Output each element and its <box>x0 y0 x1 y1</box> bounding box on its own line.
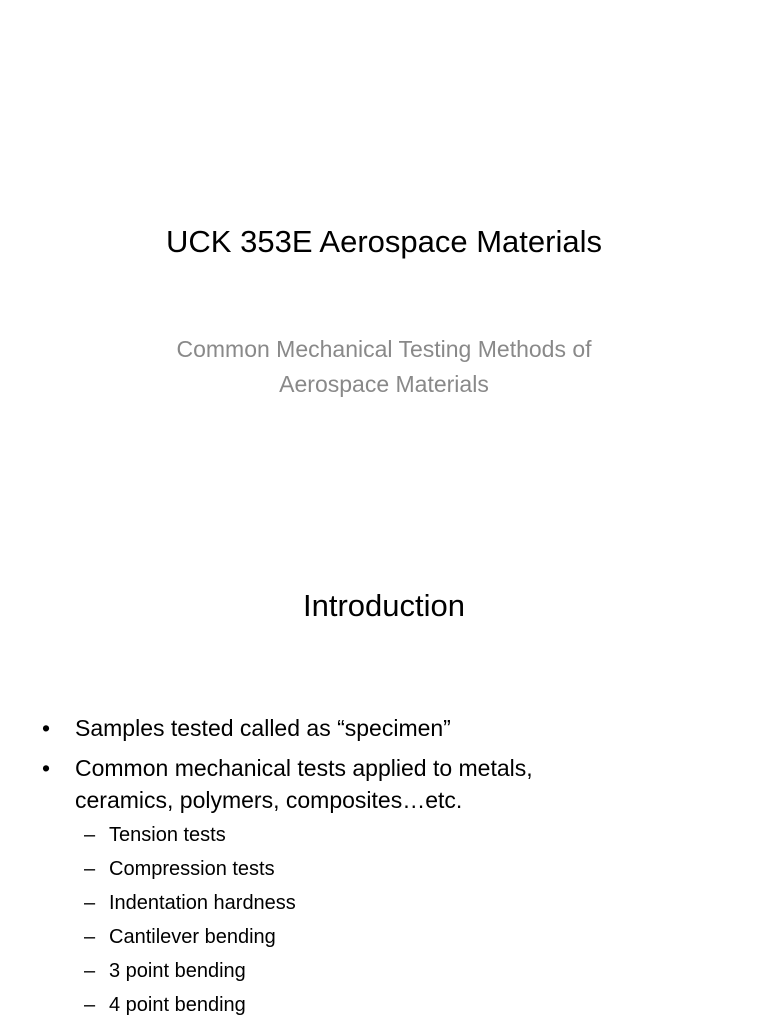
subtitle-line-2: Aerospace Materials <box>279 371 489 397</box>
sub-bullet-item <box>84 988 742 1022</box>
presentation-title: UCK 353E Aerospace Materials <box>166 224 602 259</box>
sub-bullet-text: Tension tests <box>109 824 226 846</box>
sub-bullet-item <box>84 886 742 920</box>
dash-marker: – <box>84 824 96 846</box>
sub-bullet-item <box>84 920 742 954</box>
sub-bullet-item <box>84 954 742 988</box>
sub-bullet-text: Compression tests <box>109 858 275 880</box>
dash-marker: – <box>84 892 96 914</box>
subtitle-line-1: Common Mechanical Testing Methods of <box>176 336 592 362</box>
dash-marker: – <box>84 926 96 948</box>
bullet-text: Samples tested called as “specimen” <box>75 715 451 741</box>
bullet-marker: • <box>42 755 51 781</box>
slide-heading: Introduction <box>303 588 465 623</box>
dash-marker: – <box>84 994 96 1016</box>
sub-bullet-item <box>84 818 742 852</box>
bullet-list <box>42 712 742 1022</box>
bullet-text-line-1: Common mechanical tests applied to metals, <box>75 755 533 781</box>
bullet-item <box>42 752 742 816</box>
dash-marker: – <box>84 960 96 982</box>
presentation-subtitle <box>84 332 684 402</box>
sub-bullet-text: 4 point bending <box>109 994 246 1016</box>
sub-bullet-text: 3 point bending <box>109 960 246 982</box>
sub-bullet-text: Cantilever bending <box>109 926 276 948</box>
sub-bullet-list <box>84 818 742 1022</box>
slide-introduction <box>0 512 768 1024</box>
dash-marker: – <box>84 858 96 880</box>
sub-bullet-item <box>84 852 742 886</box>
sub-bullet-text: Indentation hardness <box>109 892 296 914</box>
bullet-item <box>42 712 742 744</box>
bullet-marker: • <box>42 715 51 741</box>
bullet-text-line-2: ceramics, polymers, composites…etc. <box>75 787 463 813</box>
